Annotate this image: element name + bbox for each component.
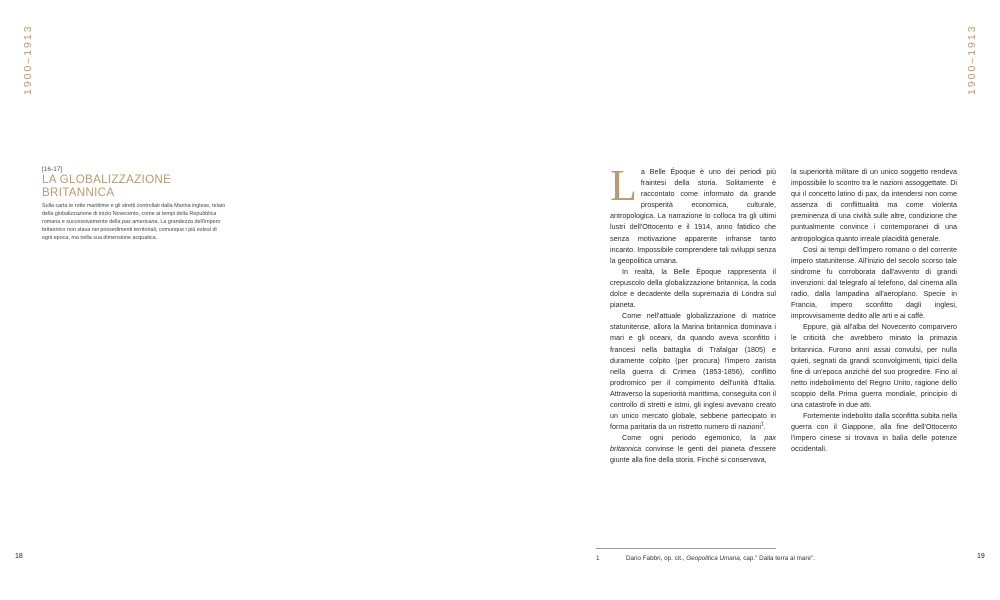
- paragraph-5: la superiorità militare di un unico soggetto rendeva impossibile lo scontro tra le nazioni assoggettate. Di qui il concetto latino di pax, da intendersi non come assenza di conflittualità ma come violenta preminenza di una civiltà sulle altre, condizione che puntualmente convince i contemporanei di una antropologica quanto irreale placidità generale.: [791, 167, 957, 243]
- map-caption-block: [42, 166, 228, 242]
- paragraph-6: Così ai tempi dell'impero romano o del corrente impero statunitense. All'inizio del secolo scorso tale sindrome fu corroborata dall'avvento di grandi invenzioni: dal telegrafo al telefono, dal cinema alla radio, dalla lampadina all'aeroplano. Specie in Francia, impero sconfitto dagli inglesi, improvvisamente dedito alle arti e ai caffè.: [791, 244, 957, 321]
- body-column-1: [610, 161, 776, 466]
- caption-text-italic: pax americana: [122, 219, 158, 226]
- footnote-number: 1: [596, 555, 600, 562]
- footnote-text-b: , cap." Dalla terra al mare".: [739, 555, 815, 562]
- caption-title: [42, 174, 228, 199]
- body-column-2: [791, 166, 957, 454]
- caption-title-line2: BRITANNICA: [42, 185, 115, 199]
- caption-text-a: Sulla carta le rotte marittime e gli stretti controllati dalla Marina inglese, telaio della globalizzazione di inizio Novecento, come ai tempi della Repubblica romana e successivamente della: [42, 203, 226, 226]
- caption-text-b: . La grandezza dell'impero britannico non stava nei possedimenti territoriali, comunque i più estesi di ogni epoca, ma nella sua dimensione acquatica.: [42, 219, 221, 242]
- running-label-right: 1900–1913: [966, 24, 978, 95]
- paragraph-4: [610, 432, 776, 465]
- drop-cap: L: [610, 161, 637, 210]
- paragraph-3: [610, 310, 776, 432]
- footnote: [596, 555, 815, 562]
- paragraph-7: Eppure, già all'alba del Novecento comparvero le criticità che avrebbero minato la primazia britannica. Furono anni assai convulsi, per nulla quieti, segnati da grandi sconvolgimenti, tipici della fine di un'epoca anziché del suo progredire. Fino al netto indebolimento del Regno Unito, ragione dello scoppio della Prima guerra mondiale, principio di una catastrofe in due atti.: [791, 322, 957, 409]
- paragraph-4-b: convinse le genti del pianeta d'essere giunte alla fine della storia. Finché si conservava,: [610, 444, 776, 465]
- caption-text: [42, 202, 228, 242]
- paragraph-4-italic: pax britannica: [610, 433, 776, 454]
- caption-title-line1: LA GLOBALIZZAZIONE: [42, 173, 172, 186]
- paragraph-4-a: Come ogni periodo egemonico, la: [622, 433, 765, 443]
- figure-reference: [16-17]: [42, 166, 63, 173]
- footnote-ref[interactable]: 1: [761, 421, 764, 428]
- paragraph-3-end: .: [763, 422, 766, 432]
- paragraph-8: Fortemente indebolito dalla sconfitta subita nella guerra con il Giappone, alla fine dell'Ottocento l'impero cinese si trovava in balìa delle potenze occidentali.: [791, 411, 957, 454]
- paragraph-1-text: a Belle Époque è uno dei periodi più fraintesi della storia. Solitamente è raccontato come informato da grande prosperità economica, culturale, antropologica. La narrazione lo colloca tra gli ultimi lustri dell'Ottocento e il 1914, anno fatidico che senza motivazione apparente infranse tanto incanto. Impossibile comprendere tali sviluppi senza la geopolitica umana.: [610, 167, 776, 265]
- page-number-left: 18: [15, 553, 23, 560]
- paragraph-2: In realtà, la Belle Époque rappresenta il crepuscolo della globalizzazione britannica, la coda dolce e decadente della supremazia di Londra sul pianeta.: [610, 266, 776, 310]
- running-label-left: 1900–1913: [22, 24, 34, 95]
- paragraph-1: [610, 161, 776, 266]
- footnote-text-a: Dario Fabbri, op. cit.,: [626, 555, 687, 562]
- page-number-right: 19: [977, 553, 985, 560]
- footnote-divider: [596, 548, 776, 549]
- footnote-text-italic: Geopolitica Umana: [686, 555, 740, 562]
- paragraph-3-text: Come nell'attuale globalizzazione di matrice statunitense, allora la Marina britannica dominava i mari e gli oceani, da quando aveva sconfitto i francesi nella battaglia di Trafalgar (1805) e duramente colpito (per procura) l'impero zarista nella guerra di Crimea (1853-1856), conflitto prodromico per il compimento dell'unità d'Italia. Attraverso la superiorità marittima, conseguita con il controllo di stretti e istmi, gli inglesi avevano creato un unico mercato globale, sebbene partecipato in forma paritaria da un ristretto numero di nazioni: [610, 311, 776, 432]
